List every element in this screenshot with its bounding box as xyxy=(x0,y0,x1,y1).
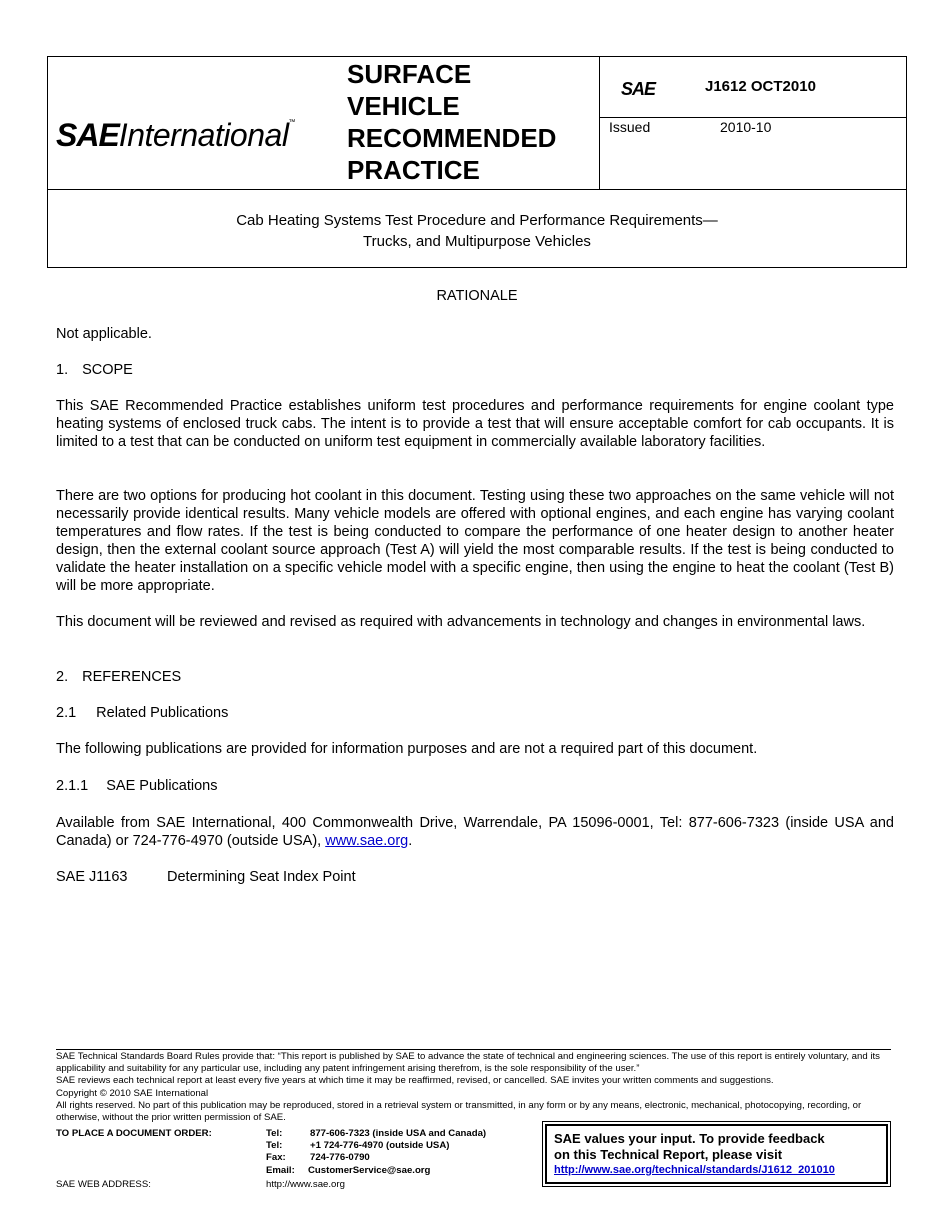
title-line-1: Cab Heating Systems Test Procedure and Performance Requirements— xyxy=(236,212,718,229)
document-number: J1612 OCT2010 xyxy=(705,78,816,95)
availability-text: Available from SAE International, 400 Commonwealth Drive, Warrendale, PA 15096-0001, Tel: 877-606-7323 (inside USA and Canada) or 724-776-4970 (outside USA), xyxy=(56,815,894,849)
feedback-box xyxy=(542,1121,891,1187)
document-title xyxy=(47,210,907,252)
tel-label: Tel: xyxy=(266,1128,283,1139)
reference-code: SAE J1163 xyxy=(56,869,128,885)
doctype-line-3: RECOMMENDED xyxy=(347,123,557,153)
reference-title: Determining Seat Index Point xyxy=(167,869,356,885)
reference-entry xyxy=(56,868,356,886)
doctype-line-2: VEHICLE xyxy=(347,91,460,121)
logo-sae-text: SAE xyxy=(56,117,119,153)
fax-label: Fax: xyxy=(266,1152,286,1164)
fax-value: 724-776-0790 xyxy=(310,1152,370,1164)
scope-paragraph-1: This SAE Recommended Practice establishes uniform test procedures and performance requirements for engine coolant type heating systems of enclosed truck cabs. The intent is to provide a test that will ensure acceptable comfort for cab occupants. It is limited to a test that can be conducted on uniform test equipment in commercially available laboratory facilities. xyxy=(56,398,894,450)
feedback-link[interactable]: http://www.sae.org/technical/standards/J1612_201010 xyxy=(554,1164,835,1176)
contact-labels xyxy=(266,1128,295,1177)
footer-legal xyxy=(56,1051,886,1124)
feedback-line-2: on this Technical Report, please visit xyxy=(554,1147,783,1162)
references-number: 2. xyxy=(56,669,69,685)
header-divider xyxy=(47,189,907,190)
logo-international-text: International xyxy=(118,117,289,153)
related-publications-heading xyxy=(56,704,228,722)
tel2-value: +1 724-776-4970 (outside USA) xyxy=(310,1140,450,1152)
header-docnum-divider xyxy=(599,117,907,118)
related-publications-text: The following publications are provided for information purposes and are not a required part of this document. xyxy=(56,741,758,757)
review-text: SAE reviews each technical report at least every five years at which time it may be reaffirmed, revised, or cancelled. SAE invites your written comments and suggestions. xyxy=(56,1075,774,1087)
tel2-label: Tel: xyxy=(266,1140,283,1152)
email-value[interactable]: CustomerService@sae.org xyxy=(308,1164,431,1176)
availability-paragraph xyxy=(56,814,894,850)
scope-title: SCOPE xyxy=(82,362,133,378)
feedback-box-inner xyxy=(545,1124,888,1184)
web-address-label: SAE WEB ADDRESS: xyxy=(56,1179,151,1190)
tel-value: 877-606-7323 (inside USA and Canada) xyxy=(310,1128,487,1139)
availability-end: . xyxy=(408,833,413,849)
references-title: REFERENCES xyxy=(82,669,182,685)
header-vertical-divider xyxy=(599,56,600,190)
web-address-value[interactable]: http://www.sae.org xyxy=(266,1179,345,1190)
related-publications-title: Related Publications xyxy=(96,705,229,721)
scope-paragraph-3: This document will be reviewed and revised as required with advancements in technology and changes in environmental laws. xyxy=(56,614,866,630)
sae-publications-number: 2.1.1 xyxy=(56,778,89,794)
order-label: TO PLACE A DOCUMENT ORDER: xyxy=(56,1128,212,1139)
logo-trademark: ™ xyxy=(288,119,296,126)
email-label: Email: xyxy=(266,1164,295,1176)
related-publications-number: 2.1 xyxy=(56,705,77,721)
feedback-line-1: SAE values your input. To provide feedback xyxy=(554,1131,825,1146)
rights-text: All rights reserved. No part of this publication may be reproduced, stored in a retrieval system or transmitted, in any form or by any means, electronic, mechanical, photocopying, recording, or otherwise, without the prior written permission of SAE. xyxy=(56,1099,862,1124)
doctype-line-4: PRACTICE xyxy=(347,155,480,185)
doctype-line-1: SURFACE xyxy=(347,59,472,89)
sae-publications-title: SAE Publications xyxy=(106,778,218,794)
issued-label: Issued xyxy=(609,119,651,135)
rationale-text: Not applicable. xyxy=(56,326,152,342)
copyright-text: Copyright © 2010 SAE International xyxy=(56,1087,209,1099)
title-line-2: Trucks, and Multipurpose Vehicles xyxy=(363,233,591,250)
scope-heading xyxy=(56,361,133,379)
references-heading xyxy=(56,668,181,686)
sae-publications-heading xyxy=(56,777,217,795)
issued-date: 2010-10 xyxy=(720,119,772,135)
document-type xyxy=(347,58,597,186)
sae-website-link[interactable]: www.sae.org xyxy=(325,833,409,849)
scope-paragraph-2: There are two options for producing hot coolant in this document. Testing using these two approaches on the same vehicle will not necessarily provide identical results. Many vehicle models are offered with optional engines, and each engine has varying coolant temperatures and flow rates. If the test is being conducted to compare the performance of one heater design to another heater design, then the external coolant source approach (Test A) will yield the most comparable results. If the test is being conducted to validate the heater installation on a specific vehicle model with a specific engine, then using the engine to heat the coolant (Test B) will be more appropriate. xyxy=(56,488,894,594)
scope-number: 1. xyxy=(56,362,69,378)
footer-rule xyxy=(56,1049,891,1050)
rationale-heading: RATIONALE xyxy=(436,288,518,304)
sae-international-logo xyxy=(56,117,331,157)
contact-values xyxy=(310,1128,486,1165)
sae-small-logo: SAE xyxy=(621,79,656,99)
board-rules-text: SAE Technical Standards Board Rules provide that: “This report is published by SAE to advance the state of technical and engineering sciences. The use of this report is entirely voluntary, and its applicability and suitability for any particular use, including any patent infringement arising therefrom, is the sole responsibility of the user.” xyxy=(56,1051,880,1075)
